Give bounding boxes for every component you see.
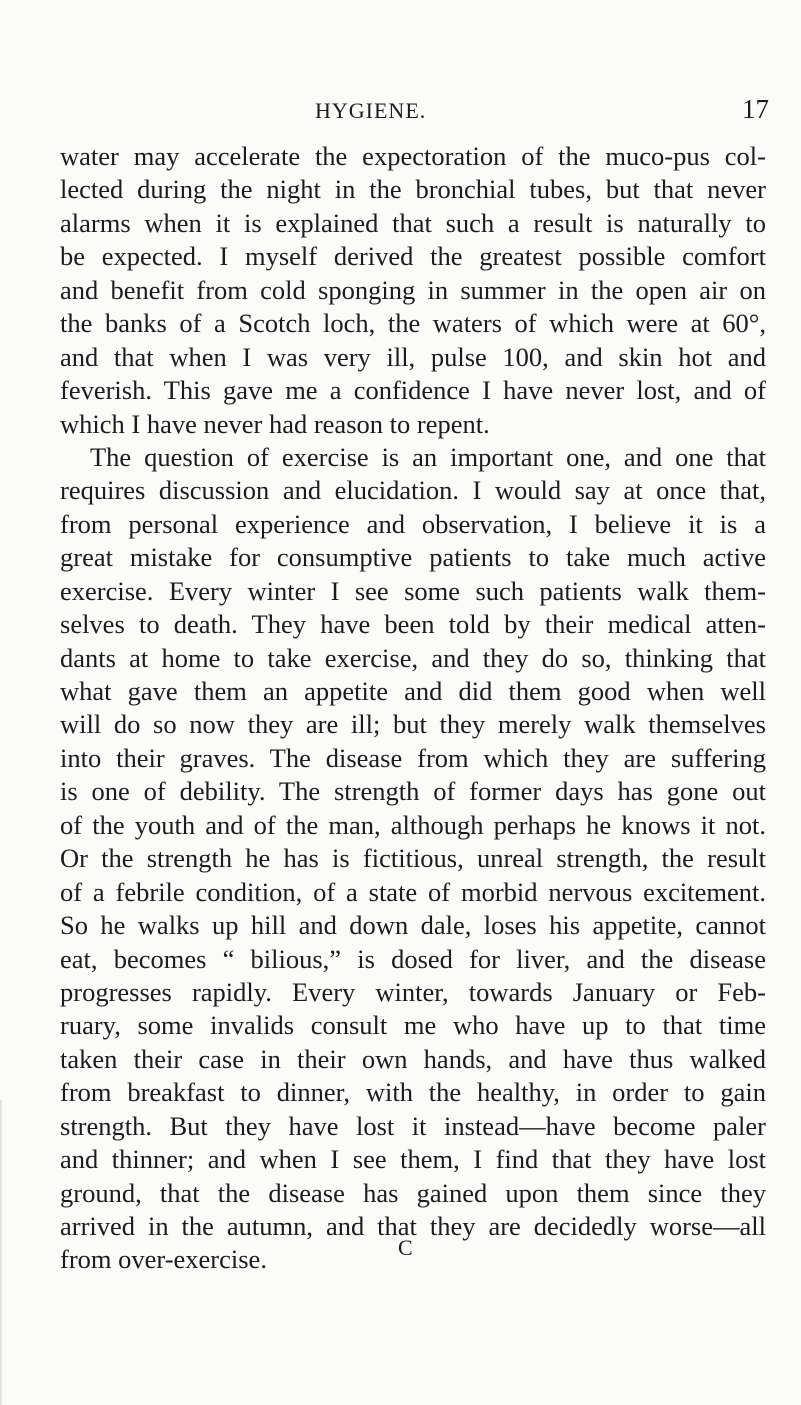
text-line: feverish. This gave me a confidence I have never lost, and of (60, 375, 766, 406)
text-line: alarms when it is explained that such a result is naturally to (60, 207, 766, 238)
text-line: from breakfast to dinner, with the healthy, in order to gain (60, 1077, 766, 1108)
text-line: progresses rapidly. Every winter, towards January or Feb- (60, 976, 766, 1007)
text-line: be expected. I myself derived the greatest possible comfort (60, 241, 766, 272)
text-line: and thinner; and when I see them, I find that they have lost (60, 1144, 766, 1175)
text-line: exercise. Every winter I see some such patients walk them- (60, 575, 766, 606)
text-line: ground, that the disease has gained upon them since they (60, 1177, 766, 1208)
text-line: the banks of a Scotch loch, the waters of which were at 60°, (60, 308, 766, 339)
text-line: and that when I was very ill, pulse 100, and skin hot and (60, 341, 766, 372)
text-line: taken their case in their own hands, and have thus walked (60, 1043, 766, 1074)
text-line: is one of debility. The strength of former days has gone out (60, 776, 766, 807)
paragraph-end-line: from over-exercise. (60, 1244, 267, 1275)
text-line: of the youth and of the man, although perhaps he knows it not. (60, 809, 766, 840)
body-text (60, 140, 766, 1277)
text-line: what gave them an appetite and did them good when well (60, 676, 766, 706)
text-line: So he walks up hill and down dale, loses his appetite, cannot (60, 910, 766, 941)
text-line: strength. But they have lost it instead—have become paler (60, 1110, 766, 1141)
printer-signature-mark: C (398, 1235, 413, 1260)
running-head: HYGIENE. (315, 98, 427, 123)
page-edge-shadow (0, 1100, 3, 1405)
text-line: into their graves. The disease from which they are suffering (60, 742, 766, 773)
text-line: lected during the night in the bronchial tubes, but that never (60, 174, 766, 205)
text-line: from personal experience and observation, I believe it is a (60, 508, 766, 539)
text-line: great mistake for consumptive patients to take much active (60, 542, 766, 573)
text-line: selves to death. They have been told by their medical atten- (60, 609, 766, 640)
text-line: eat, becomes “ bilious,” is dosed for liver, and the disease (60, 943, 766, 974)
text-line: of a febrile condition, of a state of morbid nervous excitement. (60, 876, 766, 907)
text-line: requires discussion and elucidation. I would say at once that, (60, 475, 766, 506)
text-line: water may accelerate the expectoration of the muco-pus col- (60, 141, 766, 171)
text-line: ruary, some invalids consult me who have up to that time (60, 1010, 766, 1041)
page-number: 17 (742, 94, 769, 124)
text-line: and benefit from cold sponging in summer in the open air on (60, 274, 766, 305)
text-line: Or the strength he has is fictitious, unreal strength, the result (60, 843, 766, 874)
text-line: arrived in the autumn, and that they are decidedly worse—all (60, 1211, 766, 1241)
paragraph-end-line: which I have never had reason to repent. (60, 408, 490, 439)
text-line: will do so now they are ill; but they merely walk themselves (60, 709, 766, 740)
paragraph-start-line: The question of exercise is an important one, and one that (90, 441, 766, 472)
text-line: dants at home to take exercise, and they do so, thinking that (60, 642, 766, 673)
